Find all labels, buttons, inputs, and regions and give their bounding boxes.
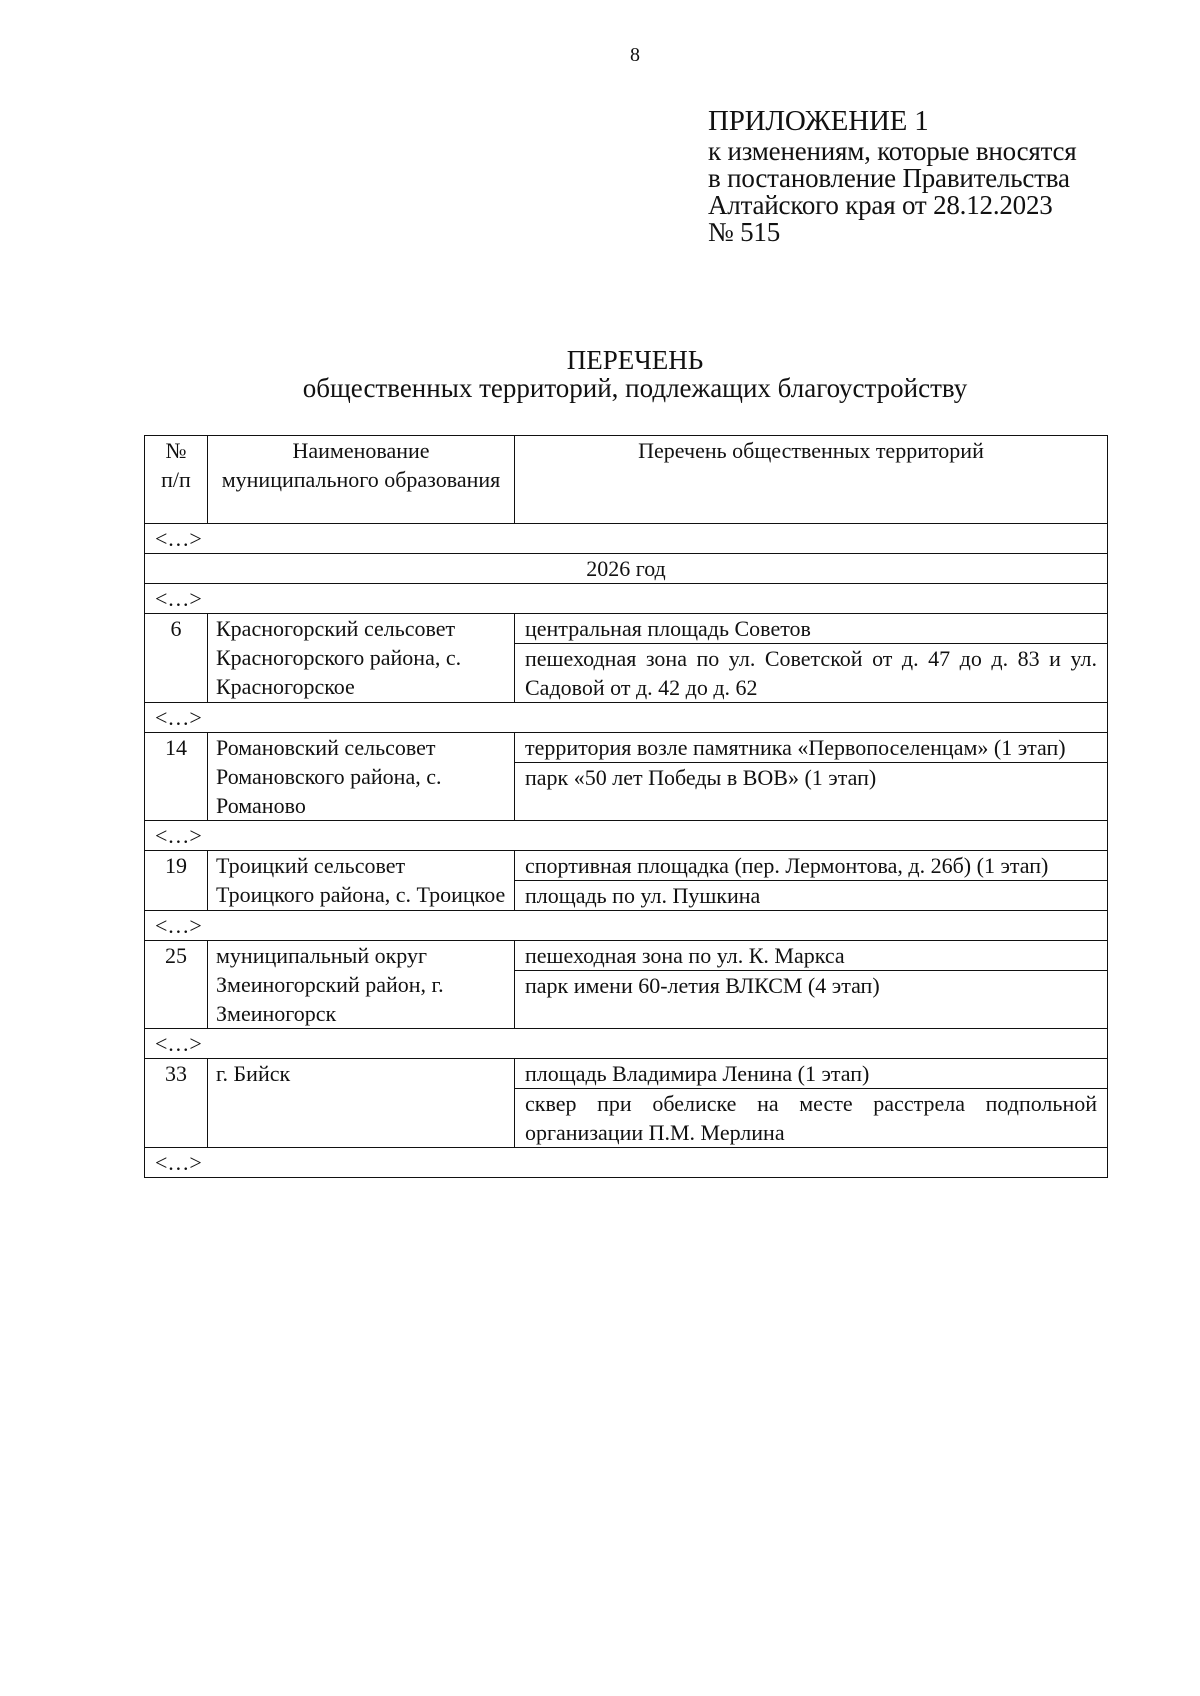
table-row-ellipsis [145,703,1108,733]
appendix-line: Алтайского края от 28.12.2023 [708,190,1053,220]
territory-item: спортивная площадка (пер. Лермонтова, д. 26б) (1 этап) [525,853,1049,878]
row-number: 6 [145,614,208,703]
row-number: 19 [145,851,208,911]
row-territories [515,733,1108,821]
ellipsis-cell: <…> [145,584,1108,614]
table-row-ellipsis [145,524,1108,554]
table-row [145,851,1108,911]
row-number: 25 [145,941,208,1029]
appendix-block [708,104,1178,246]
territory-item: пешеходная зона по ул. Советской от д. 47 до д. 83 и ул. Садовой от д. 42 до д. 62 [515,643,1107,702]
table-row [145,733,1108,821]
header-number-label: п/п [161,467,191,492]
appendix-line: № 515 [708,217,781,247]
row-territories [515,1059,1108,1148]
row-municipality: муниципальный округ Змеиногорский район, г. Змеиногорск [208,941,515,1029]
header-number [145,436,208,524]
year-cell: 2026 год [145,554,1108,584]
row-number: 33 [145,1059,208,1148]
ellipsis-cell: <…> [145,821,1108,851]
ellipsis-cell: <…> [145,703,1108,733]
row-municipality: Красногорский сельсовет Красногорского района, с. Красногорское [208,614,515,703]
territory-item: парк имени 60-летия ВЛКСМ (4 этап) [515,970,1107,1000]
territory-item: сквер при обелиске на месте расстрела подпольной организации П.М. Мерлина [515,1088,1107,1147]
appendix-line: в постановление Правительства [708,163,1070,193]
territory-item: площадь по ул. Пушкина [515,880,1107,910]
table-row-ellipsis [145,911,1108,941]
table-row [145,1059,1108,1148]
row-territories [515,851,1108,911]
appendix-title: ПРИЛОЖЕНИЕ 1 [708,105,929,137]
header-territories: Перечень общественных территорий [515,436,1108,524]
territories-table [144,435,1108,1178]
table-row-ellipsis [145,1148,1108,1178]
row-municipality: Троицкий сельсовет Троицкого района, с. Троицкое [208,851,515,911]
territory-item: парк «50 лет Победы в ВОВ» (1 этап) [515,762,1107,792]
ellipsis-cell: <…> [145,1148,1108,1178]
table-row [145,941,1108,1029]
territory-item: центральная площадь Советов [525,616,811,641]
ellipsis-cell: <…> [145,911,1108,941]
row-municipality: г. Бийск [208,1059,515,1148]
row-territories [515,614,1108,703]
territory-item: площадь Владимира Ленина (1 этап) [525,1061,870,1086]
table-row [145,614,1108,703]
table-row-year [145,554,1108,584]
appendix-line: к изменениям, которые вносятся [708,136,1077,166]
header-name: Наименование муниципального образования [208,436,515,524]
table-row-ellipsis [145,1029,1108,1059]
row-municipality: Романовский сельсовет Романовского района, с. Романово [208,733,515,821]
territory-item: территория возле памятника «Первопоселенцам» (1 этап) [525,735,1066,760]
territory-item: пешеходная зона по ул. К. Маркса [525,943,845,968]
ellipsis-cell: <…> [145,1029,1108,1059]
list-title: ПЕРЕЧЕНЬ [566,345,704,375]
page-number: 8 [630,44,640,66]
header-number-symbol: № [165,438,187,463]
table-row-ellipsis [145,584,1108,614]
row-territories [515,941,1108,1029]
table-row-ellipsis [145,821,1108,851]
table-header-row [145,436,1108,524]
ellipsis-cell: <…> [145,524,1108,554]
row-number: 14 [145,733,208,821]
list-subtitle: общественных территорий, подлежащих благоустройству [302,373,968,403]
